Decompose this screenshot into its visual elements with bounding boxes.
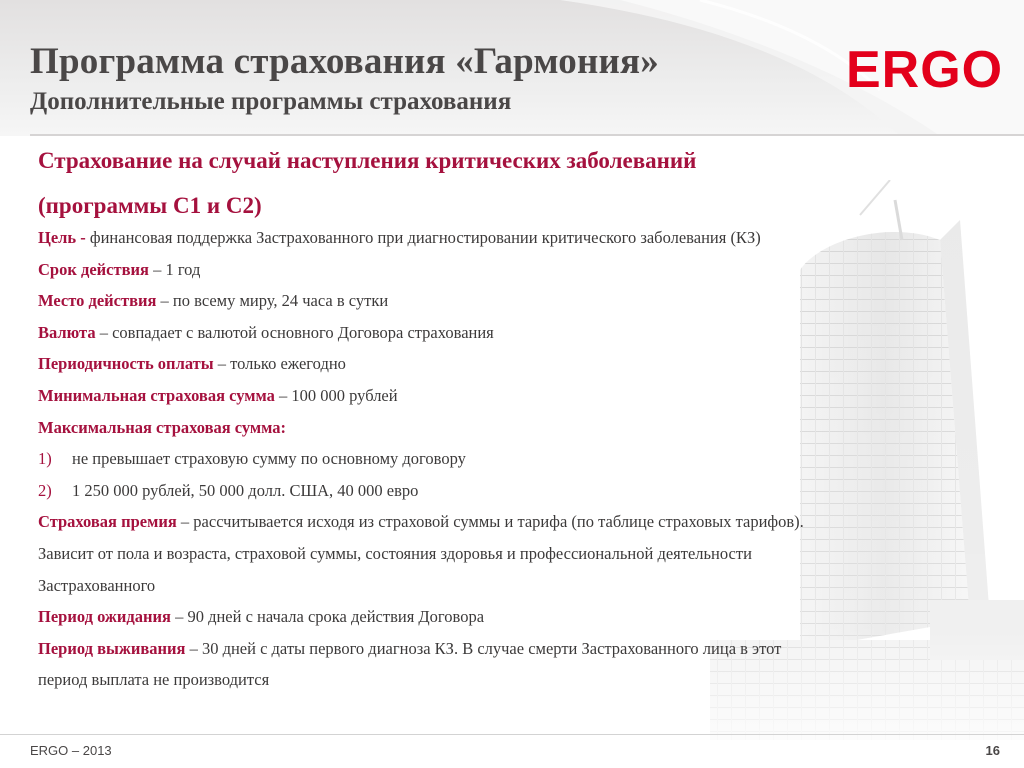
premium-row-line3: Застрахованного [38,575,156,595]
term-label: Срок действия [38,259,149,279]
survival-row [38,633,918,665]
premium-label: Страховая премия [38,512,177,532]
place-row [38,285,918,317]
max-sum-item-2-text: 1 250 000 рублей, 50 000 долл. США, 40 000 евро [72,480,419,500]
premium-row-line2: Зависит от пола и возраста, страховой суммы, состояния здоровья и профессиональной деятельности [38,543,752,563]
section-title-line1: Страхование на случай наступления критических заболеваний [38,148,697,173]
max-sum-item-1 [38,443,918,475]
term-row [38,254,918,286]
footer-copyright: ERGO – 2013 [30,743,112,758]
max-sum-item-1-text: не превышает страховую сумму по основному договору [72,449,466,469]
waiting-row [38,601,918,633]
max-sum-label: Максимальная страховая сумма: [38,417,287,437]
currency-value: – совпадает с валютой основного Договора страхования [95,322,494,342]
premium-row [38,506,918,538]
slide-title: Программа страхования «Гармония» [30,41,659,82]
survival-row-line2: период выплата не производится [38,670,270,690]
goal-row [38,222,918,254]
footer-divider [0,734,1024,735]
header-divider [30,134,1024,136]
ergo-logo: ERGO [846,41,1004,99]
premium-value: – рассчитывается исходя из страховой суммы и тарифа (по таблице страховых тарифов). [176,512,804,532]
survival-value: – 30 дней с даты первого диагноза КЗ. В случае смерти Застрахованного лица в этот [185,638,782,658]
section-title-line2: (программы С1 и С2) [38,193,262,218]
place-value: – по всему миру, 24 часа в сутки [156,291,389,311]
goal-value: финансовая поддержка Застрахованного при диагностировании критического заболевания (КЗ) [85,228,761,247]
min-sum-row [38,380,918,412]
slide-subtitle: Дополнительные программы страхования [30,88,512,115]
periodicity-label: Периодичность оплаты [38,354,214,374]
max-sum-item-2 [38,475,918,507]
survival-label: Период выживания [38,638,186,658]
main-content [38,138,918,696]
term-value: – 1 год [148,259,201,279]
waiting-value: – 90 дней с начала срока действия Договора [170,607,485,627]
max-sum-row [38,412,918,444]
waiting-label: Период ожидания [38,607,171,627]
periodicity-value: – только ежегодно [213,354,346,374]
min-sum-value: – 100 000 рублей [274,385,398,405]
currency-label: Валюта [38,322,96,342]
page-number: 16 [985,743,1000,758]
goal-label: Цель - [38,228,86,247]
periodicity-row [38,348,918,380]
list-number: 2) [38,480,52,500]
min-sum-label: Минимальная страховая сумма [38,385,275,405]
list-number: 1) [38,449,52,469]
place-label: Место действия [38,291,157,311]
currency-row [38,317,918,349]
